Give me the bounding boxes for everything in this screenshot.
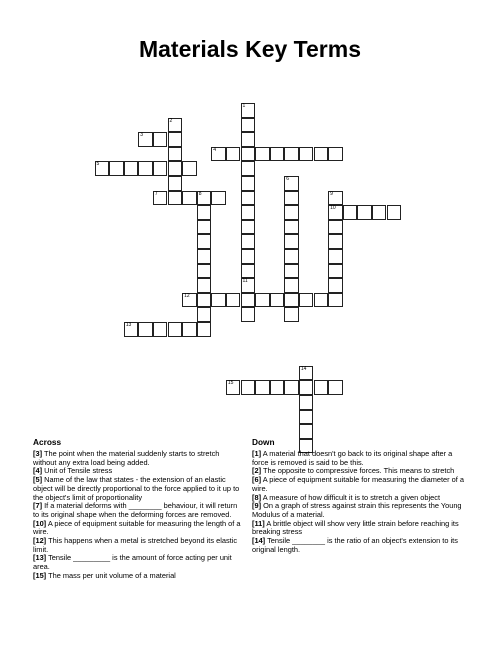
clue-text: A piece of equipment suitable for measuring the length of a wire. xyxy=(33,518,241,537)
grid-cell[interactable] xyxy=(124,322,139,337)
grid-cell[interactable] xyxy=(241,205,256,220)
clue-number: 6 xyxy=(286,176,290,182)
grid-cell[interactable] xyxy=(241,293,256,308)
clue-item xyxy=(33,537,243,554)
grid-cell[interactable] xyxy=(241,264,256,279)
grid-cell[interactable] xyxy=(241,147,256,162)
clue-number: 8 xyxy=(198,190,202,197)
grid-cell[interactable] xyxy=(328,147,343,162)
grid-cell[interactable] xyxy=(197,205,212,220)
clue-item xyxy=(252,520,466,537)
clue-number: 1 xyxy=(242,103,246,109)
clue-item xyxy=(33,554,243,571)
clue-text: Tensile ________ is the ratio of an object's extension to its original length. xyxy=(252,536,458,554)
grid-cell[interactable] xyxy=(387,205,402,220)
grid-cell[interactable] xyxy=(314,380,329,395)
grid-cell[interactable] xyxy=(299,410,314,425)
grid-cell[interactable] xyxy=(328,220,343,235)
grid-cell[interactable] xyxy=(124,161,139,176)
grid-cell[interactable] xyxy=(328,264,343,279)
grid-cell[interactable] xyxy=(211,191,226,206)
clue-item xyxy=(252,537,466,554)
clue-number-label: [5] xyxy=(33,475,43,485)
grid-cell[interactable] xyxy=(284,205,299,220)
clue-item xyxy=(33,520,243,537)
grid-cell[interactable] xyxy=(328,249,343,264)
grid-cell[interactable] xyxy=(241,380,256,395)
clue-text: A material that doesn't go back to its original shape after a force is removed is said to be this. xyxy=(252,449,453,467)
grid-cell[interactable] xyxy=(241,249,256,264)
clue-text: The point when the material suddenly starts to stretch without any extra load being added. xyxy=(33,449,220,467)
clue-text: Unit of Tensile stress xyxy=(44,466,113,476)
grid-cell[interactable] xyxy=(284,147,299,162)
clue-number-label: [7] xyxy=(33,501,43,511)
grid-cell[interactable] xyxy=(343,205,358,220)
grid-cell[interactable] xyxy=(153,161,168,176)
grid-cell[interactable] xyxy=(109,161,124,176)
clue-text: A piece of equipment suitable for measuring the diameter of a wire. xyxy=(252,475,465,493)
grid-cell[interactable] xyxy=(314,147,329,162)
clue-text: The mass per unit volume of a material xyxy=(48,570,176,580)
grid-cell[interactable] xyxy=(299,293,314,308)
grid-cell[interactable] xyxy=(270,293,285,308)
clue-number: 7 xyxy=(154,190,158,197)
clue-number-label: [1] xyxy=(252,449,262,458)
grid-cell[interactable] xyxy=(299,366,314,381)
clue-number: 11 xyxy=(242,278,248,285)
grid-cell[interactable] xyxy=(95,161,110,176)
down-clues xyxy=(252,437,466,554)
grid-cell[interactable] xyxy=(357,205,372,220)
clue-number-label: [15] xyxy=(33,570,47,580)
grid-cell[interactable] xyxy=(226,380,241,395)
grid-cell[interactable] xyxy=(241,278,256,293)
grid-cell[interactable] xyxy=(241,220,256,235)
grid-cell[interactable] xyxy=(168,147,183,162)
clue-item xyxy=(33,476,243,502)
grid-cell[interactable] xyxy=(182,322,197,337)
clue-text: This happens when a metal is stretched beyond its elastic limit. xyxy=(33,536,238,554)
grid-cell[interactable] xyxy=(241,132,256,147)
grid-cell[interactable] xyxy=(226,293,241,308)
grid-cell[interactable] xyxy=(241,176,256,191)
grid-cell[interactable] xyxy=(182,191,197,206)
clue-text: The opposite to compressive forces. This means to stretch xyxy=(262,466,455,476)
clue-number: 14 xyxy=(300,365,307,372)
clue-number-label: [6] xyxy=(252,475,262,485)
grid-cell[interactable] xyxy=(241,234,256,249)
grid-cell[interactable] xyxy=(328,293,343,308)
grid-cell[interactable] xyxy=(284,249,299,264)
grid-cell[interactable] xyxy=(182,161,197,176)
clue-number-label: [12] xyxy=(33,536,47,546)
clue-text: Name of the law that states - the extension of an elastic object will be directly proportional to the force applied to it up to the object's limit of proportionality xyxy=(33,475,240,502)
clue-number: 12 xyxy=(184,292,190,299)
grid-cell[interactable] xyxy=(284,307,299,322)
clue-number: 13 xyxy=(125,322,132,328)
clue-text: A measure of how difficult it is to stretch a given object xyxy=(262,492,441,502)
clue-number-label: [3] xyxy=(33,449,43,458)
clue-number: 2 xyxy=(169,117,173,124)
grid-cell[interactable] xyxy=(168,191,183,206)
grid-cell[interactable] xyxy=(299,147,314,162)
grid-cell[interactable] xyxy=(197,220,212,235)
clue-text: Tensile _________ is the amount of force acting per unit area. xyxy=(33,553,232,572)
clue-number: 5 xyxy=(96,161,100,168)
grid-cell[interactable] xyxy=(197,191,212,206)
clue-item xyxy=(252,502,466,519)
clue-number-label: [13] xyxy=(33,553,47,563)
grid-cell[interactable] xyxy=(255,293,270,308)
clue-item xyxy=(33,502,243,519)
clue-text: A brittle object will show very little strain before reaching its breaking stress xyxy=(252,518,459,537)
grid-cell[interactable] xyxy=(241,191,256,206)
grid-cell[interactable] xyxy=(328,380,343,395)
grid-cell[interactable] xyxy=(241,161,256,176)
grid-cell[interactable] xyxy=(197,234,212,249)
clue-text: If a material deforms with ________ behaviour, it will return to its original shape when the deforming forces are removed. xyxy=(33,501,238,519)
grid-cell[interactable] xyxy=(284,220,299,235)
clue-item xyxy=(252,476,466,493)
clue-number-label: [9] xyxy=(252,501,262,511)
clue-number-label: [14] xyxy=(252,536,266,546)
grid-cell[interactable] xyxy=(168,322,183,337)
grid-cell[interactable] xyxy=(168,118,183,133)
across-clue-list xyxy=(33,450,243,581)
grid-cell[interactable] xyxy=(284,264,299,279)
clue-number: 4 xyxy=(213,146,217,153)
grid-cell[interactable] xyxy=(197,278,212,293)
grid-cell[interactable] xyxy=(284,191,299,206)
clue-item xyxy=(33,450,243,467)
grid-cell[interactable] xyxy=(138,322,153,337)
grid-cell[interactable] xyxy=(241,118,256,133)
grid-cell[interactable] xyxy=(197,264,212,279)
grid-cell[interactable] xyxy=(138,132,153,147)
grid-cell[interactable] xyxy=(255,147,270,162)
grid-cell[interactable] xyxy=(299,380,314,395)
clue-number: 15 xyxy=(227,380,234,387)
grid-cell[interactable] xyxy=(153,322,168,337)
grid-cell[interactable] xyxy=(255,380,270,395)
clue-item xyxy=(252,450,466,467)
grid-cell[interactable] xyxy=(328,205,343,220)
grid-cell[interactable] xyxy=(153,191,168,206)
clue-number: 10 xyxy=(330,205,336,212)
grid-cell[interactable] xyxy=(197,293,212,308)
grid-cell[interactable] xyxy=(168,176,183,191)
grid-cell[interactable] xyxy=(328,278,343,293)
grid-cell[interactable] xyxy=(153,132,168,147)
grid-cell[interactable] xyxy=(284,176,299,191)
across-clues xyxy=(33,437,243,581)
clue-text: On a graph of stress against strain this represents the Young Modulus of a material. xyxy=(252,501,462,519)
grid-cell[interactable] xyxy=(138,161,153,176)
grid-cell[interactable] xyxy=(211,147,226,162)
grid-cell[interactable] xyxy=(284,234,299,249)
grid-cell[interactable] xyxy=(284,278,299,293)
across-heading: Across xyxy=(33,437,62,447)
grid-cell[interactable] xyxy=(197,322,212,337)
grid-cell[interactable] xyxy=(197,249,212,264)
clue-item xyxy=(33,572,243,581)
down-clue-list xyxy=(252,450,466,554)
grid-cell[interactable] xyxy=(328,234,343,249)
clue-number-label: [4] xyxy=(33,466,43,476)
clue-number-label: [2] xyxy=(252,466,262,476)
grid-cell[interactable] xyxy=(182,293,197,308)
grid-cell[interactable] xyxy=(270,147,285,162)
grid-cell[interactable] xyxy=(211,293,226,308)
grid-cell[interactable] xyxy=(284,380,299,395)
grid-cell[interactable] xyxy=(299,395,314,410)
grid-cell[interactable] xyxy=(328,191,343,206)
grid-cell[interactable] xyxy=(241,103,256,118)
grid-cell[interactable] xyxy=(372,205,387,220)
grid-cell[interactable] xyxy=(314,293,329,308)
grid-cell[interactable] xyxy=(197,307,212,322)
clue-number: 3 xyxy=(140,132,144,139)
clue-number-label: [10] xyxy=(33,518,47,528)
puzzle-title: Materials Key Terms xyxy=(138,36,361,62)
down-heading: Down xyxy=(252,437,275,447)
grid-cell[interactable] xyxy=(270,380,285,395)
grid-cell[interactable] xyxy=(168,161,183,176)
grid-cell[interactable] xyxy=(241,307,256,322)
clue-number: 9 xyxy=(330,190,333,197)
grid-cell[interactable] xyxy=(168,132,183,147)
clue-number-label: [11] xyxy=(252,518,265,528)
grid-cell[interactable] xyxy=(226,147,241,162)
clue-number-label: [8] xyxy=(252,492,262,502)
grid-cell[interactable] xyxy=(284,293,299,308)
